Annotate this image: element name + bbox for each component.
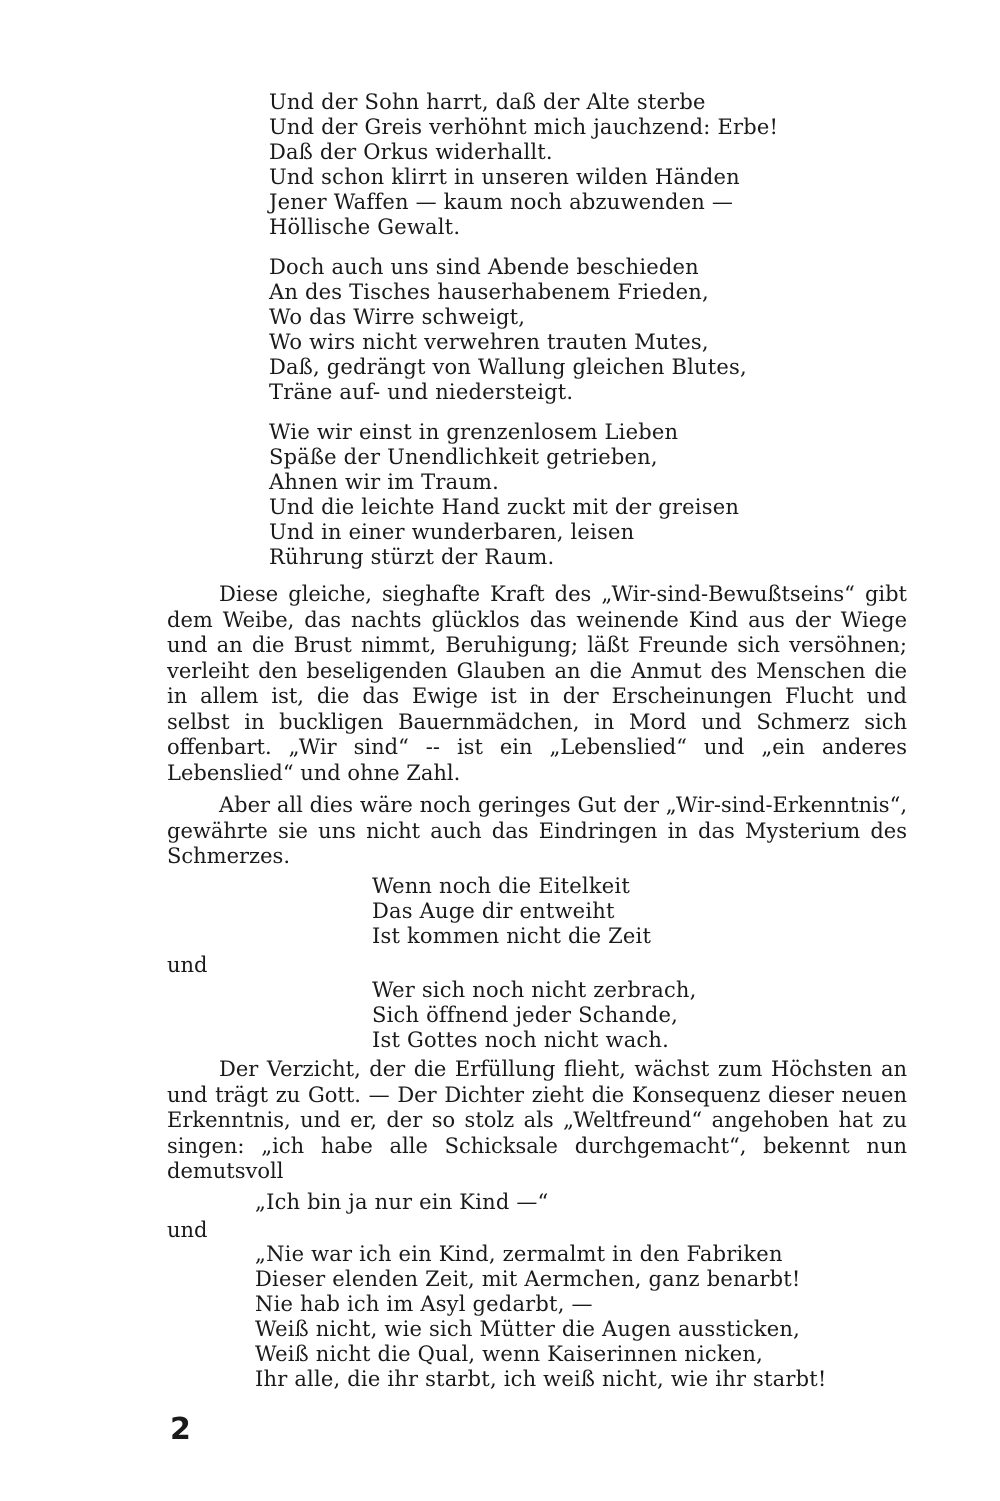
verse-line: Jener Waffen — kaum noch abzuwenden — <box>269 190 734 214</box>
verse-line: Daß der Orkus widerhallt. <box>269 140 553 164</box>
verse-line: Wer sich noch nicht zerbrach, <box>372 978 697 1002</box>
verse-line: Höllische Gewalt. <box>269 215 461 239</box>
verse-line: An des Tisches hauserhabenem Frieden, <box>269 280 709 304</box>
poem-stanza-6 <box>255 1242 827 1392</box>
verse-line: „Nie war ich ein Kind, zermalmt in den Fabriken <box>255 1242 783 1266</box>
verse-line: Wenn noch die Eitelkeit <box>372 874 630 898</box>
quote-line <box>255 1190 549 1215</box>
verse-line: Sich öffnend jeder Schande, <box>372 1003 679 1027</box>
body-paragraph: Diese gleiche, sieghafte Kraft des „Wir-sind-Bewußtseins“ gibt dem Weibe, das nachts glücklos das weinende Kind aus der Wiege und an die Brust nimmt, Beruhigung; läßt Freunde sich versöhnen; verleiht den beseligenden Glauben an die Anmut des Menschen die in allem ist, die das Ewige ist in der Erscheinungen Flucht und selbst in buckligen Bauernmädchen, in Mord und Schmerz sich offenbart. „Wir sind“ -- ist ein „Lebenslied“ und „ein anderes Lebenslied“ und ohne Zahl. <box>167 582 907 785</box>
poem-stanza-5 <box>372 978 697 1053</box>
verse-line: Träne auf- und niedersteigt. <box>269 380 574 404</box>
poem-stanza-4 <box>372 874 651 949</box>
verse-line: Und der Sohn harrt, daß der Alte sterbe <box>269 90 706 114</box>
verse-line: Ahnen wir im Traum. <box>269 470 500 494</box>
connector-word: und <box>167 953 208 977</box>
verse-line: Und der Greis verhöhnt mich jauchzend: Erbe! <box>269 115 779 139</box>
body-paragraph: Aber all dies wäre noch geringes Gut der „Wir-sind-Erkenntnis“, gewährte sie uns nicht auch das Eindringen in das Mysterium des Schmerzes. <box>167 793 907 868</box>
verse-line: Ist kommen nicht die Zeit <box>372 924 652 948</box>
poem-stanza-1 <box>269 90 778 240</box>
verse-line: Wo wirs nicht verwehren trauten Mutes, <box>269 330 709 354</box>
verse-line: Dieser elenden Zeit, mit Aermchen, ganz benarbt! <box>255 1267 801 1291</box>
verse-line: Und schon klirrt in unseren wilden Händen <box>269 165 740 189</box>
verse-line: Weiß nicht, wie sich Mütter die Augen ausstiсken, <box>255 1317 801 1341</box>
verse-line: Und in einer wunderbaren, leisen <box>269 520 635 544</box>
verse-line: Weiß nicht die Qual, wenn Kaiserinnen nicken, <box>255 1342 763 1366</box>
poem-stanza-3 <box>269 420 739 570</box>
verse-line: Rührung stürzt der Raum. <box>269 545 555 569</box>
body-paragraph: Der Verzicht, der die Erfüllung flieht, wächst zum Höchsten an und trägt zu Gott. — Der Dichter zieht die Konsequenz dieser neuen Erkenntnis, und er, der so stolz als „Weltfreund“ angehoben hat zu singen: „ich habe alle Schicksale durchgemacht“, bekennt nun demutsvoll <box>167 1057 907 1183</box>
verse-line: Späße der Unendlichkeit getrieben, <box>269 445 658 469</box>
verse-line: Ist Gottes noch nicht wach. <box>372 1028 669 1052</box>
verse-line: Und die leichte Hand zuckt mit der greisen <box>269 495 740 519</box>
connector-word: und <box>167 1218 208 1242</box>
verse-line: „Ich bin ja nur ein Kind —“ <box>255 1190 549 1214</box>
verse-line: Daß, gedrängt von Wallung gleichen Blutes, <box>269 355 747 379</box>
verse-line: Das Auge dir entweiht <box>372 899 615 923</box>
verse-line: Wo das Wirre schweigt, <box>269 305 526 329</box>
verse-line: Doch auch uns sind Abende beschieden <box>269 255 699 279</box>
verse-line: Wie wir einst in grenzenlosem Lieben <box>269 420 679 444</box>
verse-line: Ihr alle, die ihr starbt, ich weiß nicht, wie ihr starbt! <box>255 1367 827 1391</box>
page-number: 2 <box>170 1412 191 1447</box>
verse-line: Nie hab ich im Asyl gedarbt, — <box>255 1292 593 1316</box>
poem-stanza-2 <box>269 255 747 405</box>
